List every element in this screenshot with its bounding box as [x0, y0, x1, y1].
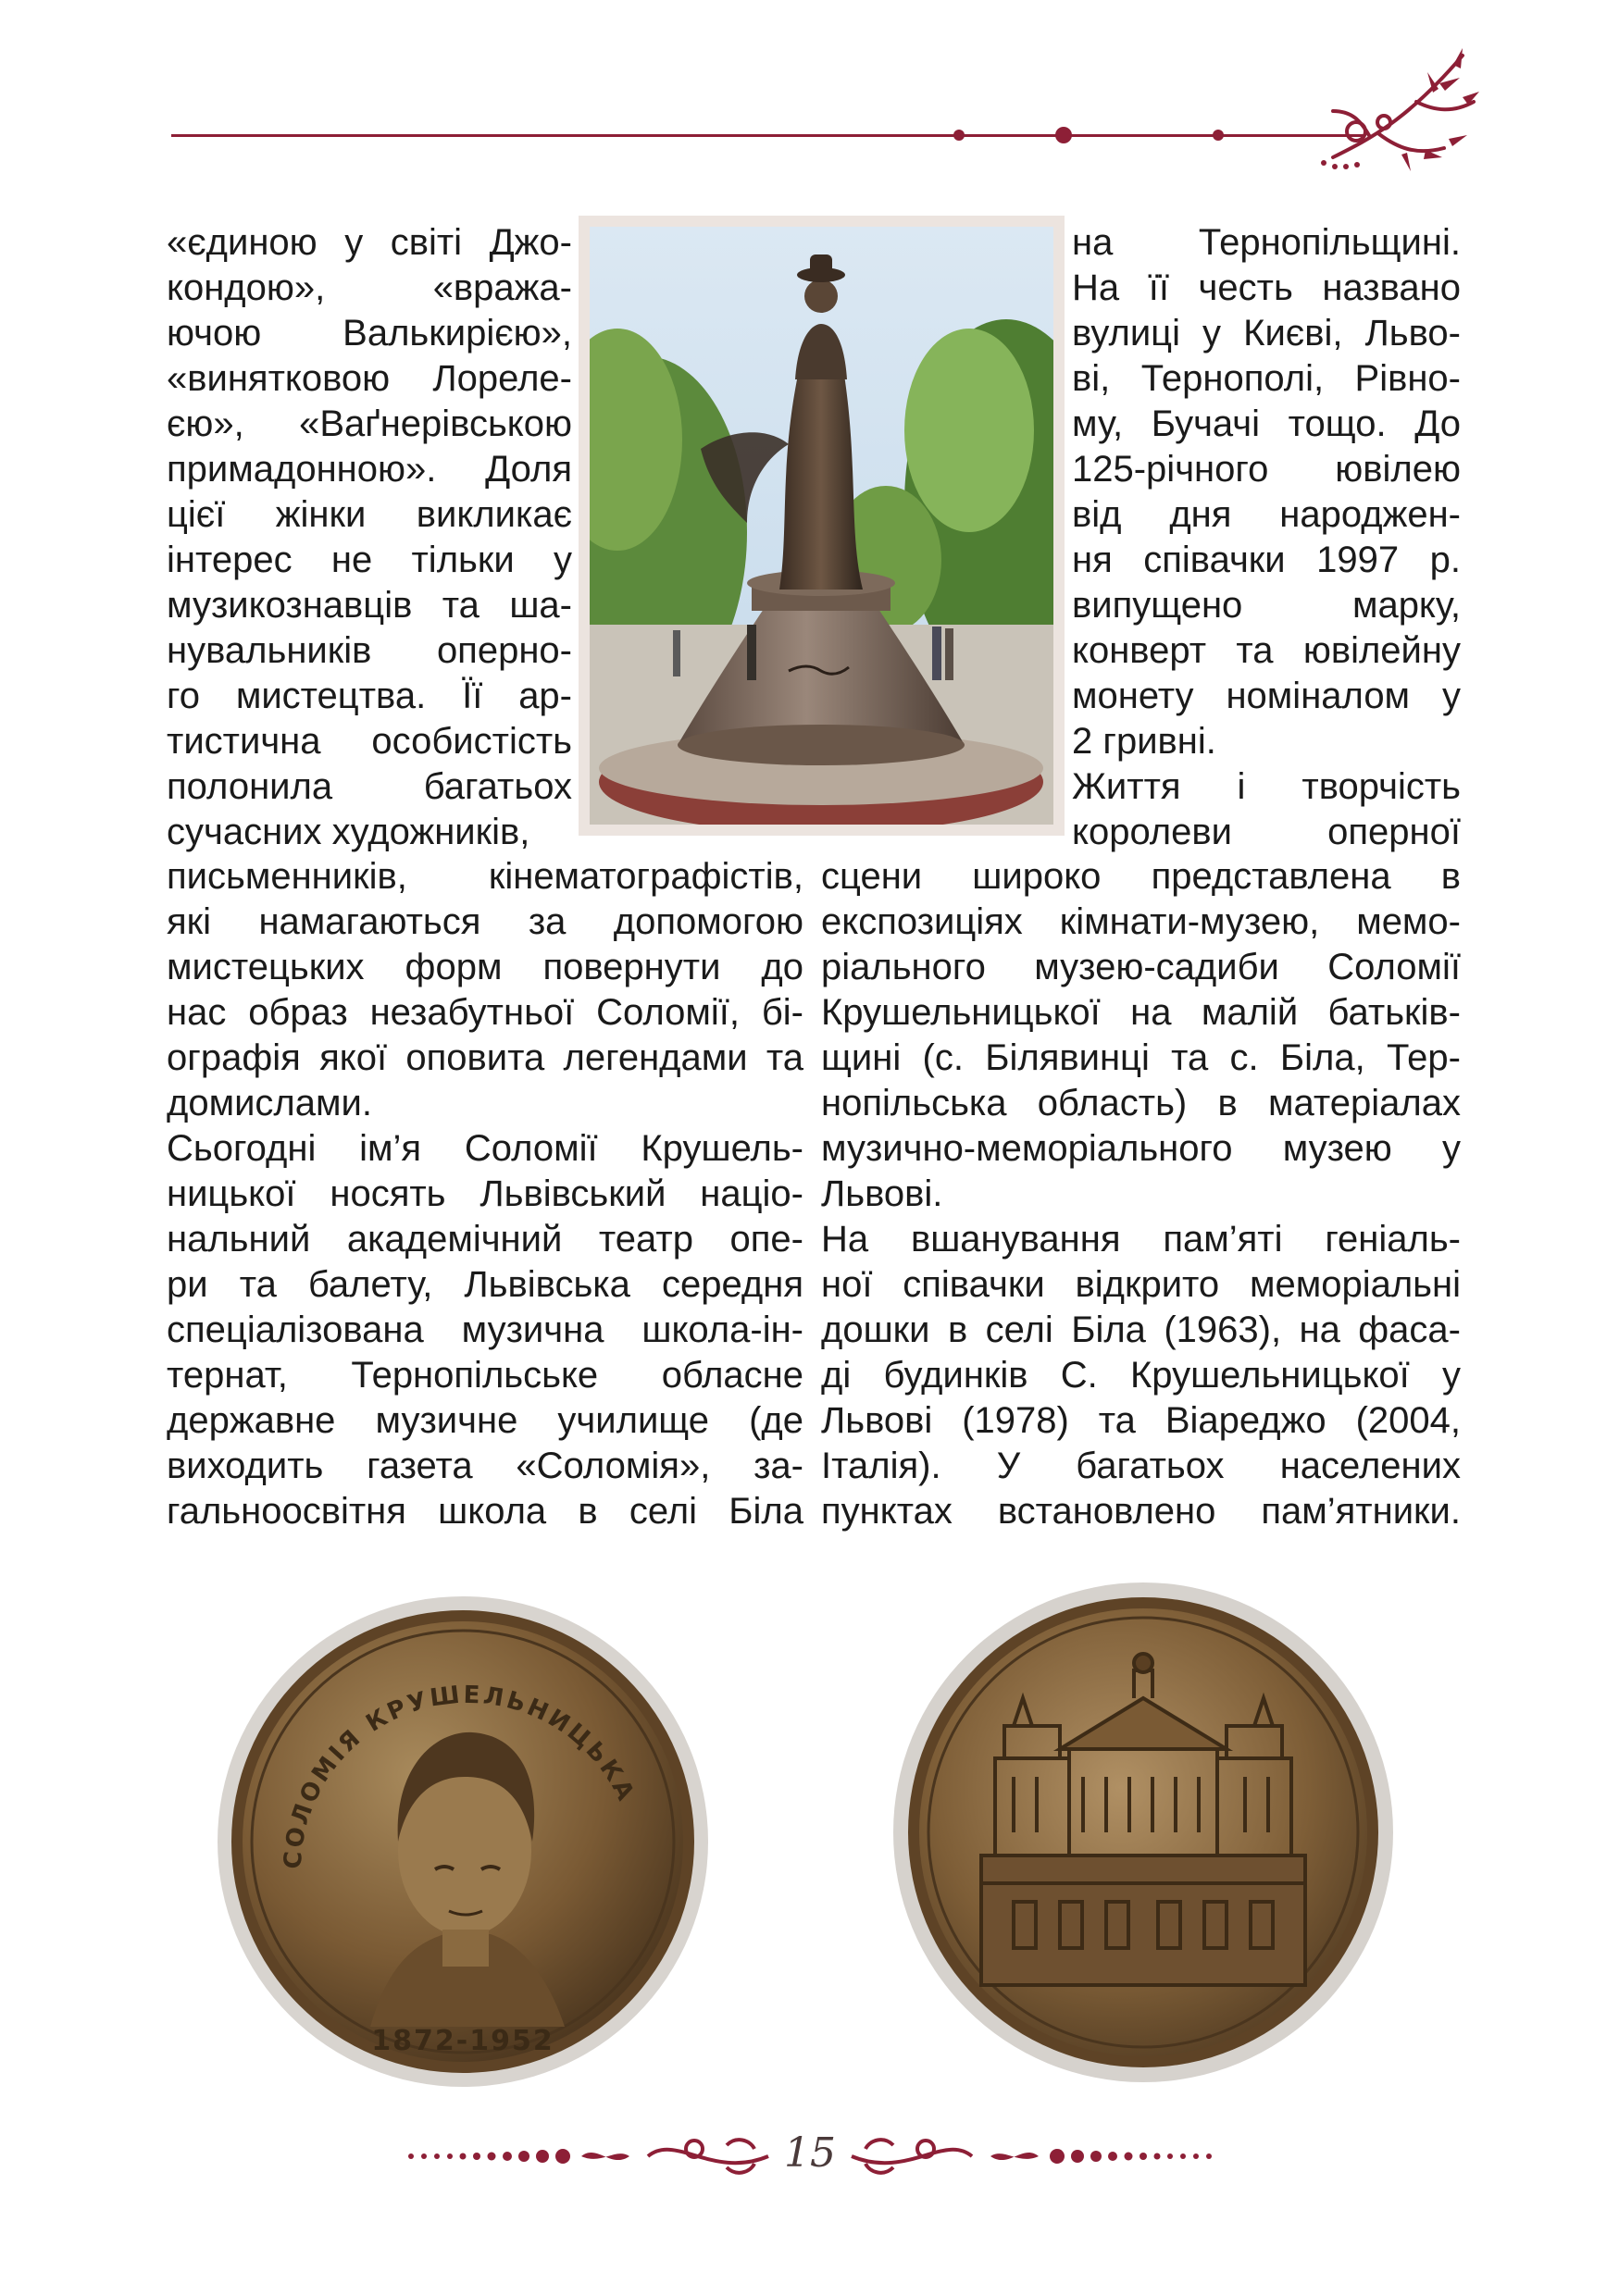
text-line: інтерес не тільки у — [167, 540, 572, 580]
text-line: тернат, Тернопільське обласне — [167, 1355, 803, 1396]
text-line: Життя і творчість — [1072, 766, 1461, 807]
text-line: ня співачки 1997 р. — [1072, 540, 1461, 580]
text-line: мистецьких форм повернути до — [167, 947, 803, 987]
text-line: ді будинків С. Крушельницької у — [821, 1355, 1461, 1396]
text-line: нальний академічний театр опе- — [167, 1219, 803, 1260]
page-number: 15 — [784, 2129, 836, 2177]
text-line: ницької носять Львівський націо- — [167, 1173, 803, 1214]
text-line: 2 гривні. — [1072, 721, 1216, 762]
text-line: пунктах встановлено пам’ятники. — [821, 1491, 1461, 1532]
header-ornament — [0, 0, 1619, 204]
text-line: домислами. — [167, 1083, 372, 1123]
coin-dates: 1872-1952 — [371, 2025, 554, 2057]
header-rule — [171, 134, 1365, 137]
header-dot — [953, 130, 965, 141]
text-line: музикознавців та ша- — [167, 585, 572, 626]
text-line: музично-меморіального музею у — [821, 1128, 1461, 1169]
text-line: виходить газета «Соломія», за- — [167, 1446, 803, 1486]
footer-dots-right — [981, 2145, 1213, 2167]
coin-obverse — [213, 1592, 713, 2091]
coin-reverse — [884, 1578, 1402, 2087]
text-line: кондою», «вража- — [167, 267, 572, 308]
text-line: «винятковою Лореле- — [167, 358, 572, 399]
text-line: ві, Тернополі, Рівно- — [1072, 358, 1461, 399]
text-line: ючою Валькирією», — [167, 313, 572, 354]
text-line: 125-річного ювілею — [1072, 449, 1461, 490]
text-line: від дня народжен- — [1072, 494, 1461, 535]
text-line: гальноосвітня школа в селі Біла — [167, 1491, 803, 1532]
text-line: ографія якої оповита легендами та — [167, 1037, 803, 1078]
text-line: нувальників оперно- — [167, 630, 572, 671]
text-line: Львові (1978) та Віареджо (2004, — [821, 1400, 1461, 1441]
text-line: на Тернопільщині. — [1072, 222, 1461, 263]
text-line: письменників, кінематографістів, — [167, 856, 803, 897]
footer-dots-left — [407, 2145, 639, 2167]
text-line: полонила багатьох — [167, 766, 572, 807]
text-line: конверт та ювілейну — [1072, 630, 1461, 671]
text-line: нас образ незабутньої Соломії, бі- — [167, 992, 803, 1033]
floral-branch-icon — [1314, 46, 1481, 185]
text-line: нопільська область) в матеріалах — [821, 1083, 1461, 1123]
text-line: монету номіналом у — [1072, 676, 1461, 716]
text-line: щині (с. Білявинці та с. Біла, Тер- — [821, 1037, 1461, 1078]
header-dot — [1213, 130, 1224, 141]
scroll-ornament-right — [842, 2128, 981, 2184]
text-line: му, Бучачі тощо. До — [1072, 403, 1461, 444]
text-line: спеціалізована музична школа-ін- — [167, 1309, 803, 1350]
text-line: ри та балету, Львівська середня — [167, 1264, 803, 1305]
header-dot — [1055, 127, 1072, 143]
text-line: які намагаються за допомогою — [167, 901, 803, 942]
text-line: єю», «Ваґнерівською — [167, 403, 572, 444]
text-line: ної співачки відкрито меморіальні — [821, 1264, 1461, 1305]
text-line: Італія). У багатьох населених — [821, 1446, 1461, 1486]
text-line: державне музичне училище (де — [167, 1400, 803, 1441]
text-line: Львові. — [821, 1173, 943, 1214]
text-line: примадонною». Доля — [167, 449, 572, 490]
text-line: сучасних художників, — [167, 812, 530, 852]
coin-legend: СОЛОМІЯ КРУШЕЛЬНИЦЬКА — [279, 1681, 641, 1870]
text-line: ріального музею-садиби Соломії — [821, 947, 1461, 987]
text-line: сцени широко представлена в — [821, 856, 1461, 897]
text-line: Крушельницької на малій батьків- — [821, 992, 1461, 1033]
text-line: королеви оперної — [1072, 812, 1461, 852]
text-line: дошки в селі Біла (1963), на фаса- — [821, 1309, 1461, 1350]
text-line: «єдиною у світі Джо- — [167, 222, 572, 263]
text-line: го мистецтва. Її ар- — [167, 676, 572, 716]
footer-ornament — [0, 2101, 1619, 2212]
text-line: На вшанування пам’яті геніаль- — [821, 1219, 1461, 1260]
text-line: Сьогодні ім’я Соломії Крушель- — [167, 1128, 803, 1169]
text-line: випущено марку, — [1072, 585, 1461, 626]
monument-photo — [579, 216, 1065, 836]
scroll-ornament-left — [639, 2128, 778, 2184]
text-line: вулиці у Києві, Льво- — [1072, 313, 1461, 354]
text-line: цієї жінки викликає — [167, 494, 572, 535]
text-line: тистична особистість — [167, 721, 572, 762]
text-line: експозиціях кімнати-музею, мемо- — [821, 901, 1461, 942]
text-line: На її честь названо — [1072, 267, 1461, 308]
monument-photo-image — [590, 227, 1053, 825]
